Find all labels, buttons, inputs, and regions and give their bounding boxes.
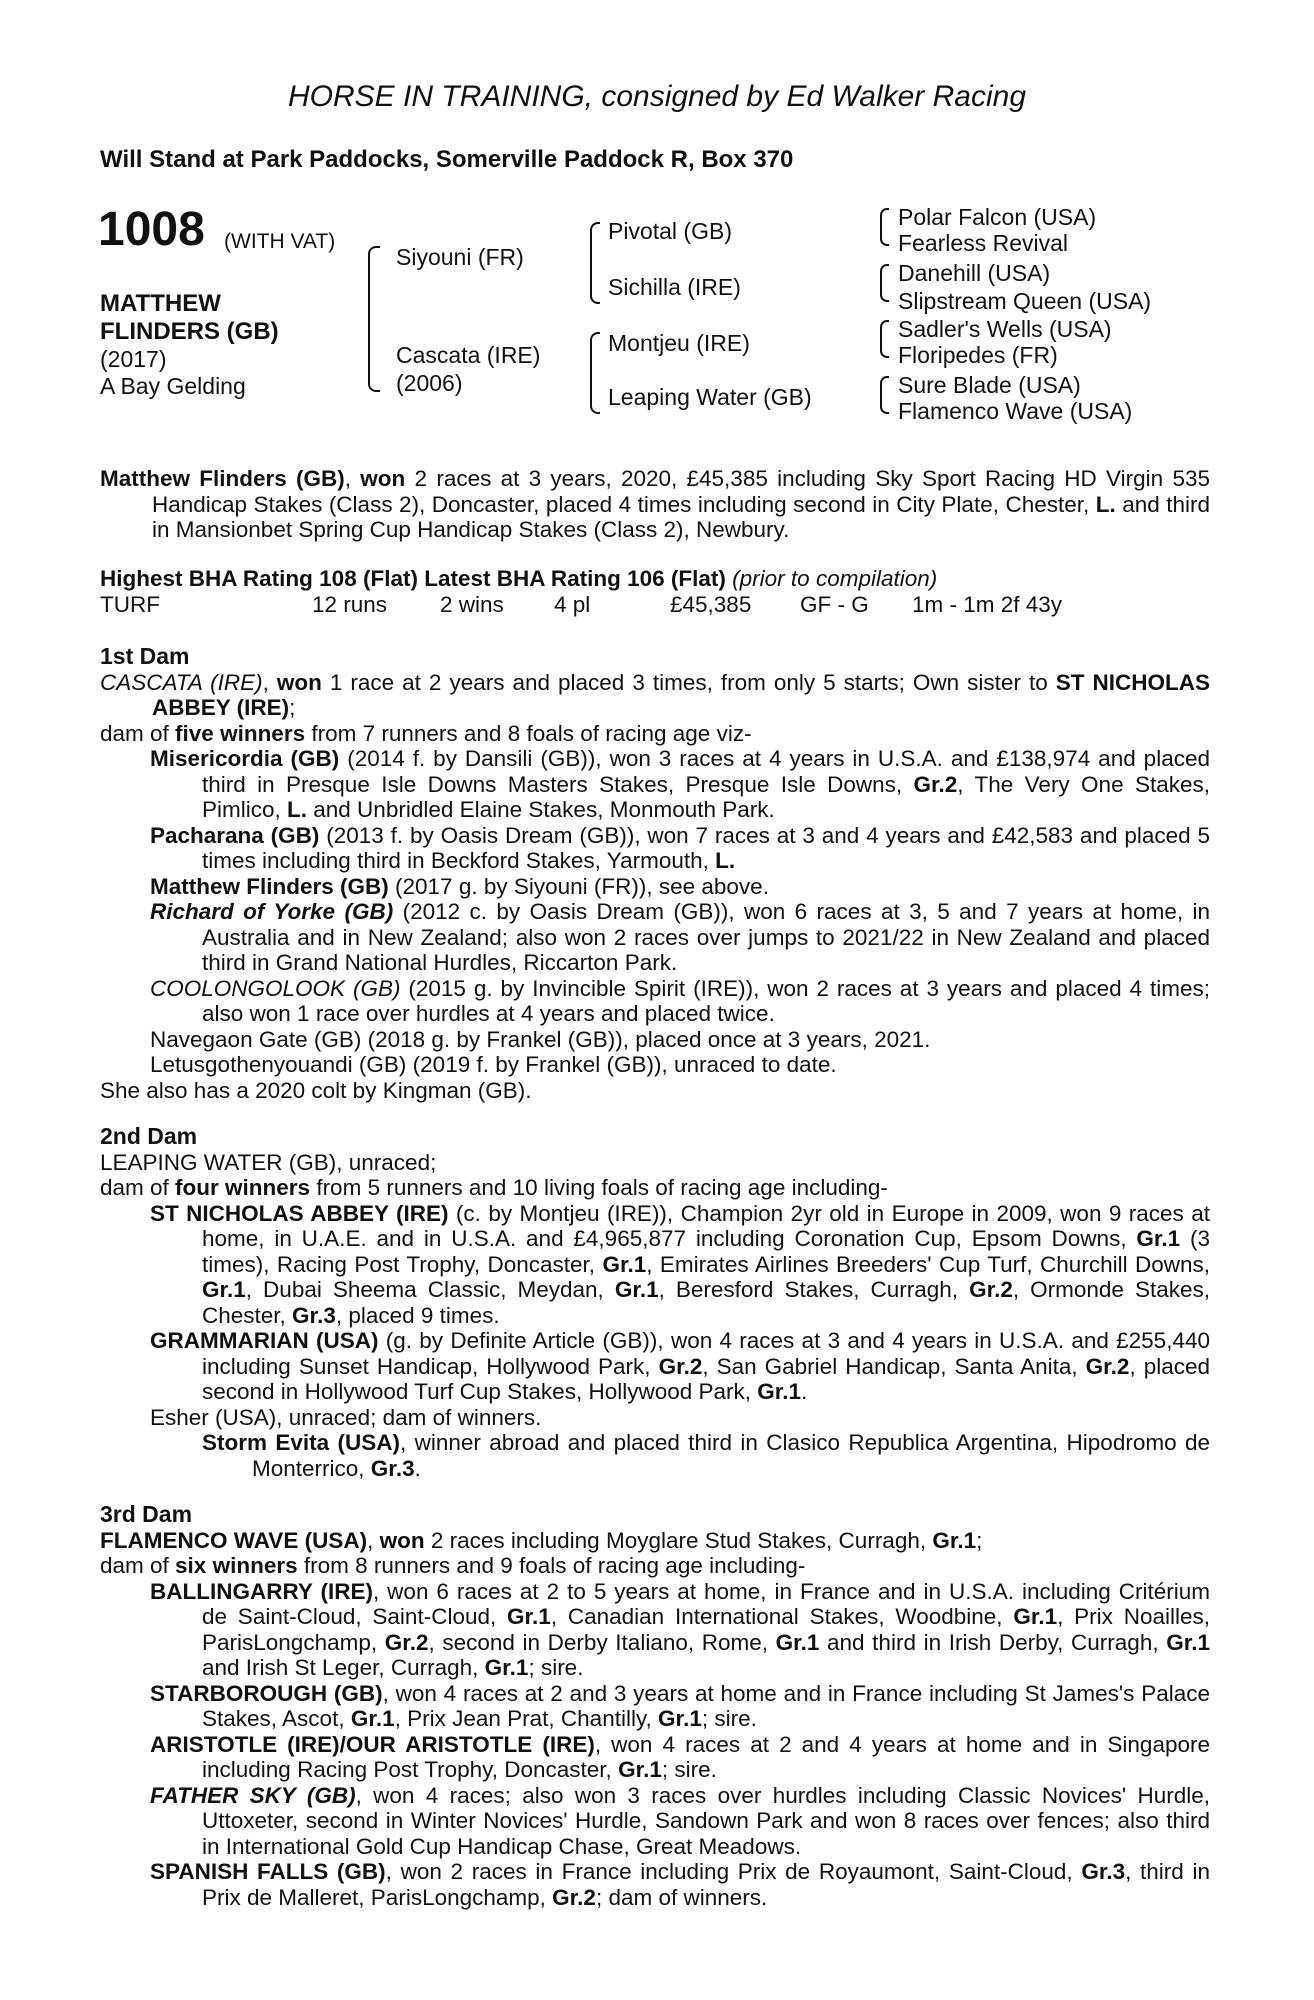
list-item [100,746,1210,823]
list-item [100,1201,1210,1329]
pedigree-bracket-main [368,246,380,392]
offspring-text: , Canadian International Stakes, Woodbine, [550,1604,1014,1629]
pedigree-gg-6: Floripedes (FR) [898,342,1058,368]
first-dam-won: won [276,669,322,695]
grade-label: Gr.1 [484,1655,529,1680]
offspring-name: SPANISH FALLS (GB) [150,1859,386,1884]
listed-label: L. [715,848,736,873]
offspring-text: (2014 f. by Dansili (GB)), won 3 races at 4 years in U.S.A. and £138,974 and placed third in Presque Isle Downs Masters Stakes, Presque Isle Downs, [202,746,1210,797]
horse-name-line2: FLINDERS (GB) [100,318,279,345]
list-item [100,976,1210,1027]
offspring-name: ARISTOTLE (IRE)/OUR ARISTOTLE (IRE) [150,1731,595,1757]
first-dam-foals: from 7 runners and 8 foals of racing age viz- [305,720,752,746]
summary-horse-name: Matthew Flinders (GB) [100,466,345,491]
pedigree-dam-year: (2006) [396,370,463,396]
rating-block [100,566,1210,592]
first-dam-text: 1 race at 2 years and placed 3 times, from only 5 starts; Own sister to [321,669,1056,695]
offspring-text: and Unbridled Elaine Stakes, Monmouth Park. [307,797,775,822]
offspring-text: and Irish St Leger, Curragh, [202,1655,485,1680]
pedigree-gg-5: Sadler's Wells (USA) [898,316,1112,342]
offspring-text: . [414,1455,421,1481]
pedigree-sire-dam: Sichilla (IRE) [608,274,741,300]
offspring-text: , The Very One Stakes, Pimlico, [202,771,1210,822]
list-item [100,823,1210,874]
grade-label: Gr.3 [370,1455,415,1481]
grade-label: Gr.2 [913,771,958,797]
first-dam-heading: 1st Dam [100,643,190,669]
offspring-text: , San Gabriel Handicap, Santa Anita, [702,1353,1086,1379]
horse-year: (2017) [100,346,167,372]
offspring-text: (3 times), Racing Post Trophy, Doncaster, [202,1226,1210,1277]
pedigree-dam: Cascata (IRE) [396,342,541,368]
offspring-text: , won 4 races at 2 and 3 years at home and in France including St James's Palace Stakes, Ascot, [202,1680,1210,1731]
list-item [100,1681,1210,1732]
third-dam-semi: ; [976,1527,983,1553]
first-dam-also: She also has a 2020 colt by Kingman (GB). [100,1077,532,1103]
summary-listed: L. [1095,491,1116,517]
stand-location: Will Stand at Park Paddocks, Somerville Paddock R, Box 370 [100,146,794,173]
first-dam-comma: , [262,669,277,695]
grade-label: Gr.1 [350,1706,395,1731]
grade-label: Gr.2 [969,1277,1013,1302]
summary-won: won [360,466,406,491]
offspring-text: , Prix Noailles, ParisLongchamp, [202,1604,1210,1655]
offspring-text: , won 2 races in France including Prix de Royaumont, Saint-Cloud, [385,1859,1082,1884]
offspring-text: , won 6 races at 2 to 5 years at home, in France and in U.S.A. including Critérium de Saint-Cloud, Saint-Cloud, [202,1578,1210,1629]
offspring-text: , Dubai Sheema Classic, Meydan, [245,1277,615,1302]
pedigree-gg-7: Sure Blade (USA) [898,372,1081,398]
grade-label: Gr.2 [1085,1353,1130,1379]
record-runs: 12 runs [312,592,388,617]
grade-label: Gr.2 [384,1629,429,1655]
list-item [100,1732,1210,1783]
offspring-name: COOLONGOLOOK (GB) [150,975,401,1001]
pedigree-dam-sire: Montjeu (IRE) [608,330,750,356]
offspring-name: Storm Evita (USA) [202,1430,401,1455]
page-title: HORSE IN TRAINING, consigned by Ed Walker Racing [287,80,1027,113]
offspring-name: Matthew Flinders (GB) [150,873,389,899]
third-dam-heading: 3rd Dam [100,1501,193,1527]
pedigree-gg-2: Fearless Revival [898,230,1068,256]
offspring-text: ; sire. [528,1655,584,1680]
offspring-name: FATHER SKY (GB) [150,1782,356,1808]
pedigree-gg-4: Slipstream Queen (USA) [898,288,1152,314]
offspring-name: BALLINGARRY (IRE) [150,1578,373,1604]
horse-description: A Bay Gelding [100,373,246,399]
first-dam-dam-of: dam of [100,720,176,746]
first-dam-winners: five winners [175,720,306,746]
list-item [100,1859,1210,1910]
grade-label: Gr.3 [1081,1859,1126,1884]
third-dam-won: won [379,1527,425,1553]
grade-label: Gr.1 [507,1604,551,1629]
horse-name [100,290,340,346]
list-item: Navegaon Gate (GB) (2018 g. by Frankel (GB)), placed once at 3 years, 2021. [150,1026,931,1052]
list-item [100,874,1210,900]
offspring-text: (2017 g. by Siyouni (FR)), see above. [388,873,769,899]
listed-label: L. [287,797,308,822]
offspring-text: and third in Irish Derby, Curragh, [819,1629,1167,1655]
offspring-text: . [801,1379,808,1404]
offspring-text: , winner abroad and placed third in Clasico Republica Argentina, Hipodromo de Monterrico, [252,1430,1210,1481]
pedigree-gg-1: Polar Falcon (USA) [898,204,1097,230]
grade-label: Gr.1 [618,1757,662,1782]
pedigree-dam-dam: Leaping Water (GB) [608,384,812,410]
offspring-name: Richard of Yorke (GB) [150,899,394,924]
pedigree-bracket-dam [590,332,600,414]
third-dam-foals: from 8 runners and 9 foals of racing age including- [297,1553,806,1578]
record-placed: 4 pl [554,592,591,617]
grade-label: Gr.2 [658,1353,703,1379]
pedigree-gg-3: Danehill (USA) [898,260,1051,286]
grade-label: Gr.1 [757,1379,802,1404]
offspring-name: Misericordia (GB) [150,746,340,771]
third-dam-text: 2 races including Moyglare Stud Stakes, Curragh, [424,1527,933,1553]
first-dam-semi: ; [289,695,296,720]
pedigree-bracket-sire [590,222,600,304]
grade-label: Gr.1 [602,1251,647,1277]
record-surface: TURF [100,592,160,617]
pedigree-sire-sire: Pivotal (GB) [608,218,732,244]
offspring-text: (2013 f. by Oasis Dream (GB)), won 7 races at 3 and 4 years and £42,583 and placed 5 times including third in Beckford Stakes, Yarmouth, [202,822,1210,873]
first-dam-name: CASCATA (IRE) [100,669,263,695]
grade-label: Gr.1 [202,1277,246,1302]
grade-label: Gr.1 [775,1629,820,1655]
rating-bold: Highest BHA Rating 108 (Flat) Latest BHA Rating 106 (Flat) [100,566,726,591]
third-dam-section [100,1502,1210,1910]
race-summary: Matthew Flinders (GB), won 2 races at 3 years, 2020, £45,385 including Sky Sport Racing HD Virgin 535 Handicap Stakes (Class 2), Doncaster, placed 4 times including second in City Plate, Chester, L. and third in Mansionbet Spring Cup Handicap Stakes (Class 2), Newbury. [100,466,1210,542]
lot-number: 1008 [98,203,205,256]
offspring-text: , won 4 races; also won 3 races over hurdles including Classic Novices' Hurdle, Uttoxeter, second in Winter Novices' Hurdle, Sandown Park and won 8 races over fences; also third in International Gold Cup Handicap Chase, Great Meadows. [202,1782,1210,1859]
vat-note: (WITH VAT) [224,230,336,253]
second-dam-line: LEAPING WATER (GB), unraced; [100,1149,437,1175]
list-item [100,1328,1210,1405]
offspring-text: (2015 g. by Invincible Spirit (IRE)), won 2 races at 3 years and placed 4 times; also won 1 race over hurdles at 4 years and placed twice. [202,975,1210,1026]
list-item: Esher (USA), unraced; dam of winners. [150,1404,542,1430]
list-item [100,1783,1210,1860]
offspring-text: (g. by Definite Article (GB)), won 4 races at 3 and 4 years in U.S.A. and £255,440 including Sunset Handicap, Hollywood Park, [202,1328,1210,1379]
summary-text-2: and third in Mansionbet Spring Cup Handicap Stakes (Class 2), Newbury. [152,491,1210,542]
offspring-name: GRAMMARIAN (USA) [150,1328,379,1353]
grade-label: Gr.2 [552,1884,596,1910]
grade-label: Gr.1 [658,1706,702,1731]
pedigree-bracket-g2 [880,264,889,302]
record-going: GF - G [800,592,869,617]
list-item: Letusgothenyouandi (GB) (2019 f. by Frankel (GB)), unraced to date. [150,1052,837,1077]
offspring-text: , won 4 races at 2 and 4 years at home and in Singapore including Racing Post Trophy, Doncaster, [202,1731,1210,1782]
offspring-name: STARBOROUGH (GB) [150,1680,383,1706]
second-dam-dam-of: dam of [100,1175,176,1200]
list-item [100,899,1210,976]
grade-label: Gr.1 [1166,1629,1210,1655]
third-dam-name: FLAMENCO WAVE (USA) [100,1527,368,1553]
offspring-name: Pacharana (GB) [150,822,320,848]
record-wins: 2 wins [440,592,504,617]
pedigree-gg-8: Flamenco Wave (USA) [898,398,1133,424]
offspring-name: ST NICHOLAS ABBEY (IRE) [150,1200,449,1226]
third-dam-dam-of: dam of [100,1553,176,1578]
record-distance: 1m - 1m 2f 43y [912,592,1063,617]
third-dam-winners: six winners [175,1553,298,1578]
pedigree-sire: Siyouni (FR) [396,244,524,270]
offspring-text: , placed second in Hollywood Turf Cup Stakes, Hollywood Park, [202,1353,1211,1404]
pedigree-bracket-g3 [880,320,889,358]
offspring-text: , third in Prix de Malleret, ParisLongchamp, [202,1859,1210,1910]
offspring-text: (c. by Montjeu (IRE)), Champion 2yr old in Europe in 2009, won 9 races at home, in U.A.E. and in U.S.A. and £4,965,877 including Coronation Cup, Epsom Downs, [202,1200,1210,1251]
third-dam-comma: , [367,1527,380,1553]
third-dam-grade: Gr.1 [932,1527,977,1553]
grade-label: Gr.1 [1013,1604,1058,1629]
offspring-text: , Prix Jean Prat, Chantilly, [394,1706,659,1731]
offspring-text: ; sire. [661,1757,717,1782]
second-dam-foals: from 5 runners and 10 living foals of racing age including- [310,1175,888,1200]
offspring-text: , Beresford Stakes, Curragh, [658,1277,970,1302]
grade-label: Gr.1 [1136,1226,1181,1251]
second-dam-section [100,1124,1210,1481]
pedigree-bracket-g4 [880,376,889,414]
record-earnings: £45,385 [670,592,752,617]
record-row [100,592,1210,618]
summary-text-1: 2 races at 3 years, 2020, £45,385 including Sky Sport Racing HD Virgin 535 Handicap Stakes (Class 2), Doncaster, placed 4 times including second in City Plate, Chester, [152,466,1210,517]
grade-label: Gr.1 [614,1277,659,1302]
offspring-text: , placed 9 times. [335,1302,500,1328]
grade-label: Gr.3 [292,1302,336,1328]
second-dam-winners: four winners [175,1175,311,1200]
offspring-text: , Ormonde Stakes, Chester, [202,1277,1210,1328]
first-dam-section [100,644,1210,1103]
offspring-text: , second in Derby Italiano, Rome, [428,1629,776,1655]
rating-note: (prior to compilation) [732,566,938,591]
second-dam-heading: 2nd Dam [100,1123,198,1149]
pedigree-bracket-g1 [880,208,889,246]
offspring-text: ; dam of winners. [595,1884,768,1910]
offspring-text: ; sire. [701,1706,757,1731]
offspring-text: (2012 c. by Oasis Dream (GB)), won 6 races at 3, 5 and 7 years at home, in Australia and in New Zealand; also won 2 races over jumps to 2021/22 in New Zealand and placed third in Grand National Hurdles, Riccarton Park. [202,899,1210,975]
horse-name-line1: MATTHEW [100,290,221,317]
first-dam-sister: ST NICHOLAS ABBEY (IRE) [152,669,1210,720]
offspring-text: , Emirates Airlines Breeders' Cup Turf, Churchill Downs, [646,1251,1210,1277]
list-item [100,1579,1210,1681]
list-item [100,1430,1210,1481]
